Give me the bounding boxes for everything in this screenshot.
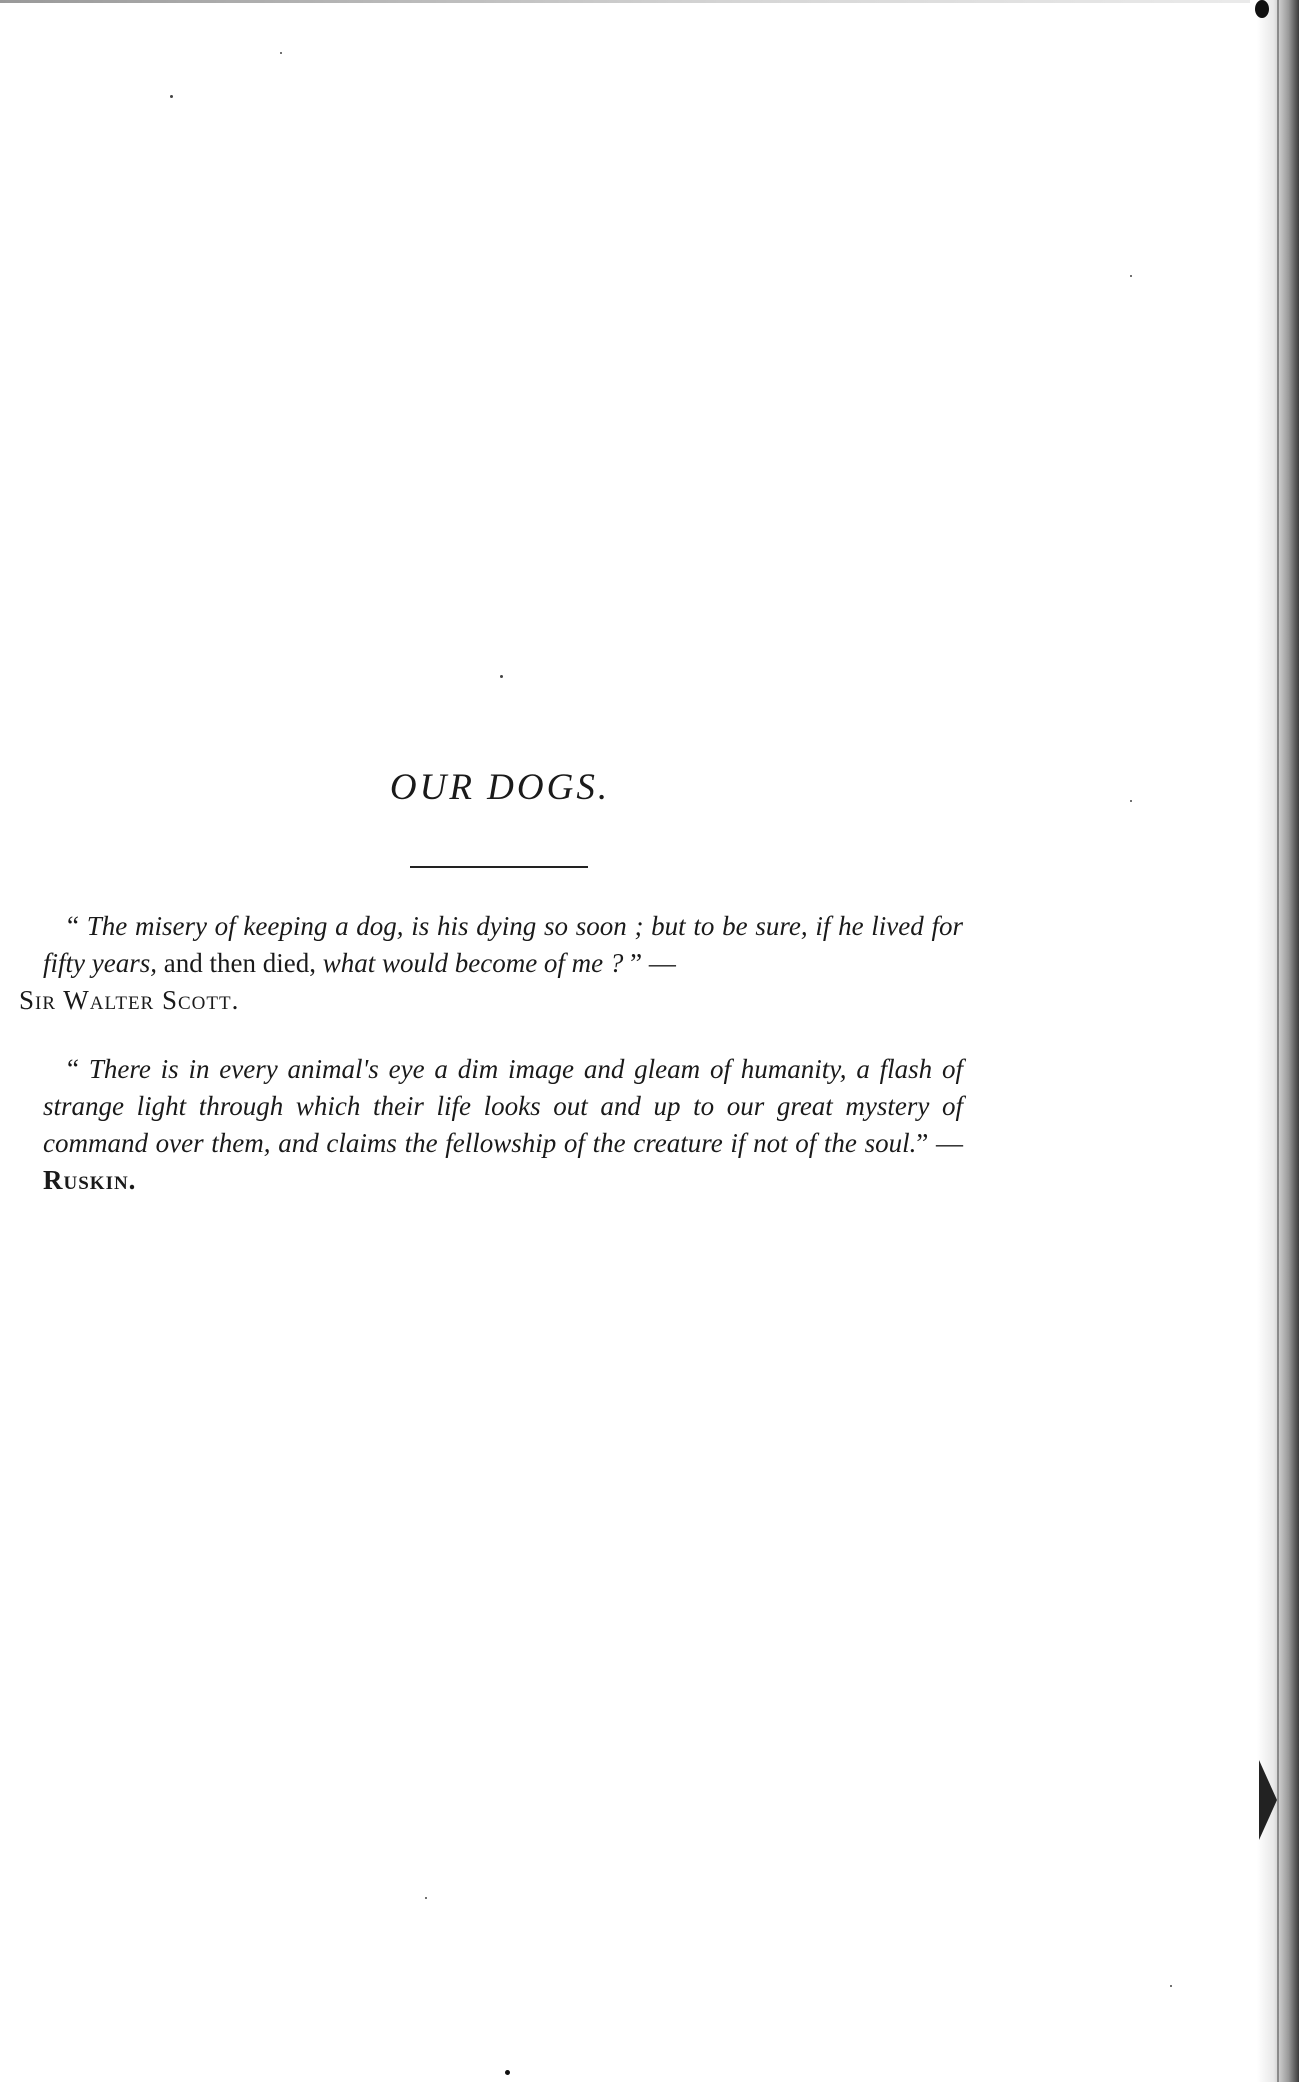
ink-speck — [1130, 275, 1132, 277]
close-quote: ” — — [623, 948, 676, 978]
page-edge-tear — [1259, 1760, 1277, 1840]
quote-author: Sir Walter Scott. — [19, 985, 240, 1015]
ink-speck — [505, 2070, 510, 2075]
quote-text: There is in every animal's eye a dim image and gleam of humanity, a flash of strange light through which their life looks out and up to our great mystery of command over them, and claims the fellowship of the creature if not of the soul. — [43, 1054, 964, 1158]
ink-speck — [280, 52, 282, 54]
open-quote: “ — [67, 1054, 89, 1084]
ink-speck — [500, 675, 503, 678]
open-quote: “ — [67, 911, 87, 941]
quote-text: The misery of keeping a dog, is his dying so soon ; but to be sure, if he lived for fifty years, — [43, 911, 963, 978]
page-binding-line — [1277, 0, 1279, 2082]
ink-speck — [425, 1897, 427, 1899]
quote-text: what would become of me ? — [322, 948, 624, 978]
page-top-edge — [0, 0, 1250, 3]
epigraph-ruskin — [43, 1051, 963, 1199]
binding-hole — [1255, 0, 1269, 18]
quote-text: and then died, — [156, 948, 323, 978]
ink-speck — [1170, 1985, 1172, 1987]
epigraph-scott — [19, 908, 963, 1019]
ink-speck — [170, 95, 173, 98]
ink-speck — [1130, 800, 1132, 802]
close-quote: ” — — [916, 1128, 964, 1158]
page-title: OUR DOGS. — [389, 767, 611, 808]
title-rule — [410, 866, 588, 868]
quote-author: Ruskin. — [43, 1165, 137, 1195]
